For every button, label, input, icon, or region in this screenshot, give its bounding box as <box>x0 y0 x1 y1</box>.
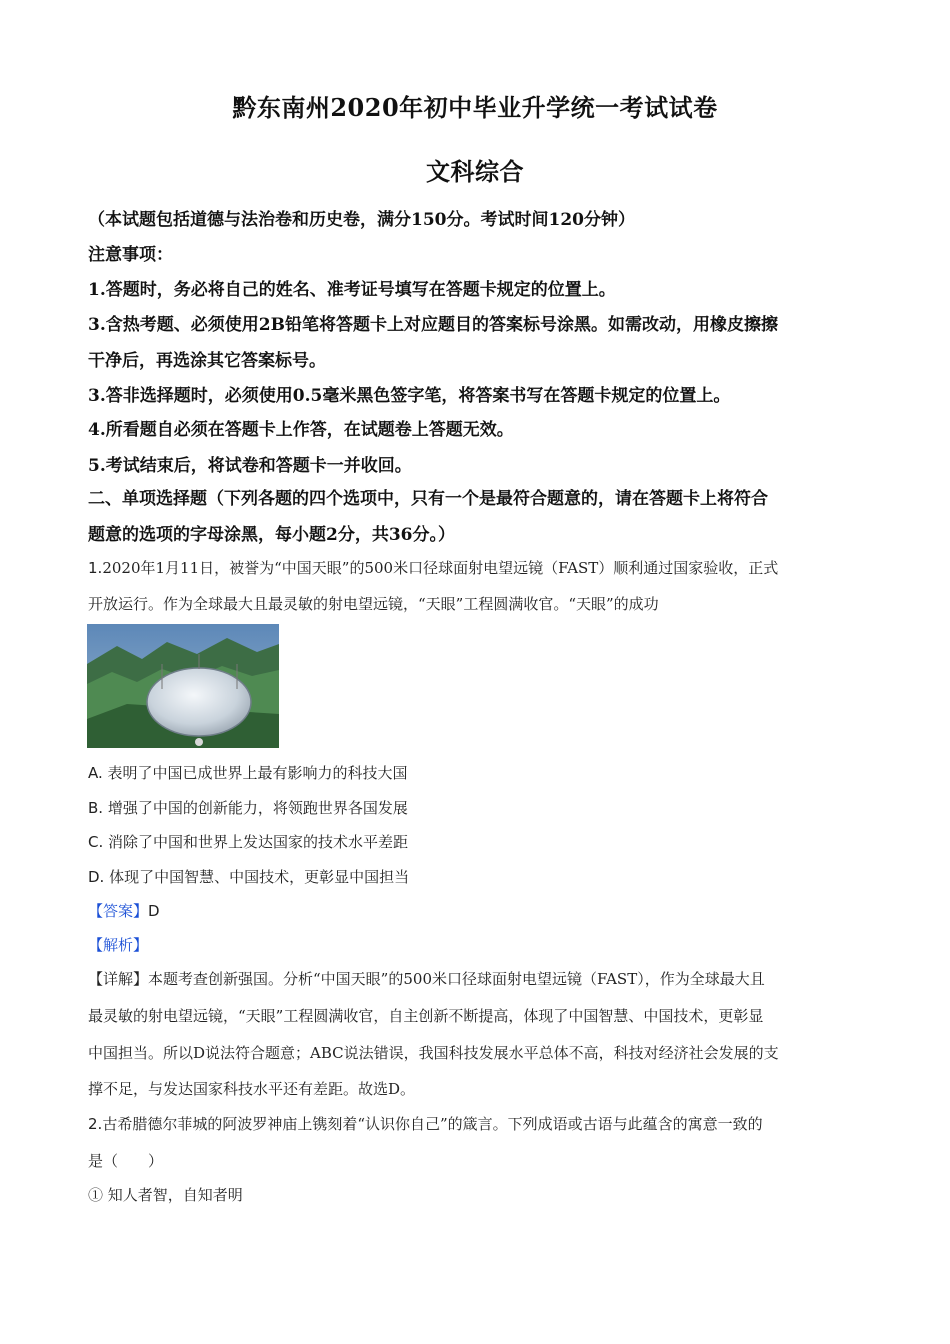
option-text: 表明了中国已成世界上最有影响力的科技大国 <box>107 764 408 782</box>
page-subtitle: 文科综合 <box>426 157 524 186</box>
answer-value: D <box>148 902 160 920</box>
notice-heading: 注意事项： <box>88 245 173 265</box>
fast-telescope-photo <box>87 624 279 748</box>
question-2-item: ① 知人者智，自知者明 <box>88 1186 243 1204</box>
option-letter: A. <box>88 764 103 782</box>
notice-item: 3.含热考题、必须使用2B铅笔将答题卡上对应题目的答案标号涂黑。如需改动，用橡皮擦擦 <box>88 315 778 335</box>
notice-item: 1.答题时，务必将自己的姓名、准考证号填写在答题卡规定的位置上。 <box>88 280 616 300</box>
section-heading: 二、单项选择题（下列各题的四个选项中，只有一个是最符合题意的，请在答题卡上将符合 <box>88 489 768 509</box>
detail-text: 本题考查创新强国。分析“中国天眼”的500米口径球面射电望远镜（FAST），作为全球最大且 <box>148 970 765 988</box>
section-heading-cont: 题意的选项的字母涂黑，每小题2分，共36分。） <box>88 525 455 545</box>
option-letter: B. <box>88 799 104 817</box>
detail-line: 中国担当。所以D说法符合题意；ABC说法错误，我国科技发展水平总体不高，科技对经济社会发展的支 <box>88 1044 779 1062</box>
detail-line: 撑不足，与发达国家科技水平还有差距。故选D。 <box>88 1080 416 1098</box>
option-letter: C. <box>88 833 104 851</box>
question-1-text-cont: 开放运行。作为全球最大且最灵敏的射电望远镜，“天眼”工程圆满收官。“天眼”的成功 <box>88 595 659 613</box>
question-2-text-cont: 是（ ） <box>88 1152 164 1170</box>
notice-item: 干净后，再选涂其它答案标号。 <box>88 351 326 371</box>
detail-tag: 【详解】 <box>88 970 149 988</box>
answer-line <box>88 900 160 921</box>
option-letter: D. <box>88 868 105 886</box>
detail-line <box>88 968 765 989</box>
option-a <box>88 762 408 783</box>
question-line: 2020年1月11日，被誉为“中国天眼”的500米口径球面射电望远镜（FAST）顺利通过国家验收，正式 <box>102 559 779 577</box>
notice-item: 5.考试结束后，将试卷和答题卡一并收回。 <box>88 456 412 476</box>
question-number: 2. <box>88 1115 103 1133</box>
question-1-text <box>88 557 778 578</box>
option-text: 消除了中国和世界上发达国家的技术水平差距 <box>108 833 409 851</box>
question-number: 1. <box>88 559 103 577</box>
page-title: 黔东南州2020年初中毕业升学统一考试试卷 <box>232 93 718 122</box>
option-d <box>88 866 409 887</box>
notice-item: 3.答非选择题时，必须使用0.5毫米黑色签字笔，将答案书写在答题卡规定的位置上。 <box>88 386 731 406</box>
answer-tag: 【答案】 <box>88 902 149 920</box>
question-2-text <box>88 1113 763 1134</box>
option-text: 增强了中国的创新能力，将领跑世界各国发展 <box>107 799 408 817</box>
detail-line: 最灵敏的射电望远镜，“天眼”工程圆满收官，自主创新不断提高，体现了中国智慧、中国技术，更彰显 <box>88 1007 764 1025</box>
option-b <box>88 797 408 818</box>
notice-item: 4.所看题自必须在答题卡上作答，在试题卷上答题无效。 <box>88 420 514 440</box>
exam-intro: （本试题包括道德与法治卷和历史卷，满分150分。考试时间120分钟） <box>88 210 635 230</box>
analysis-tag: 【解析】 <box>88 936 149 954</box>
option-c <box>88 831 408 852</box>
option-text: 体现了中国智慧、中国技术，更彰显中国担当 <box>109 868 410 886</box>
question-line: 古希腊德尔菲城的阿波罗神庙上镌刻着“认识你自己”的箴言。下列成语或古语与此蕴含的寓意一致的 <box>102 1115 763 1133</box>
